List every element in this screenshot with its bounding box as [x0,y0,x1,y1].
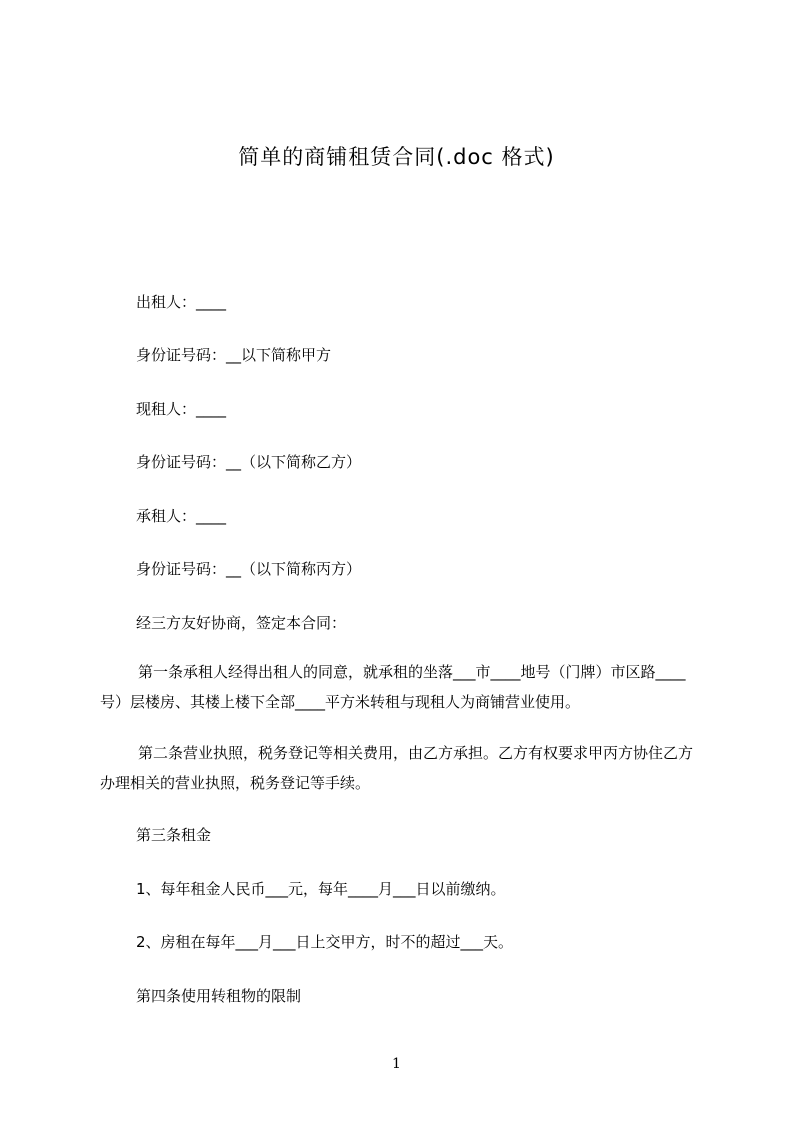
sub-tenant-line: 承租人：____ [136,507,227,525]
article-1-paragraph: 第一条承租人经得出租人的同意，就承租的坐落___市____地号（门牌）市区路____号）层楼房、其楼上楼下全部____平方米转租与现租人为商铺营业使用。 [100,663,686,711]
article-3-item-2: 2、房租在每年___月___日上交甲方，时不的超过___天。 [136,933,514,951]
article-3-item-1: 1、每年租金人民币___元，每年____月___日以前缴纳。 [136,880,506,898]
current-tenant-line: 现租人：____ [136,400,227,418]
lessor-line: 出租人：____ [136,293,227,311]
article-3-heading: 第三条租金 [136,826,212,844]
lessor-id-line: 身份证号码：__以下简称甲方 [136,346,332,364]
sub-tenant-id-line: 身份证号码：__（以下简称丙方） [136,560,362,578]
agreement-intro-line: 经三方友好协商，签定本合同： [136,614,347,632]
article-4-heading: 第四条使用转租物的限制 [136,987,302,1005]
document-title: 简单的商铺租赁合同(.doc 格式) [238,145,555,169]
page-number: 1 [392,1056,401,1072]
current-tenant-id-line: 身份证号码：__（以下简称乙方） [136,453,362,471]
article-2-paragraph: 第二条营业执照，税务登记等相关费用，由乙方承担。乙方有权要求甲丙方协住乙方办理相关的营业执照，税务登记等手续。 [100,744,694,792]
